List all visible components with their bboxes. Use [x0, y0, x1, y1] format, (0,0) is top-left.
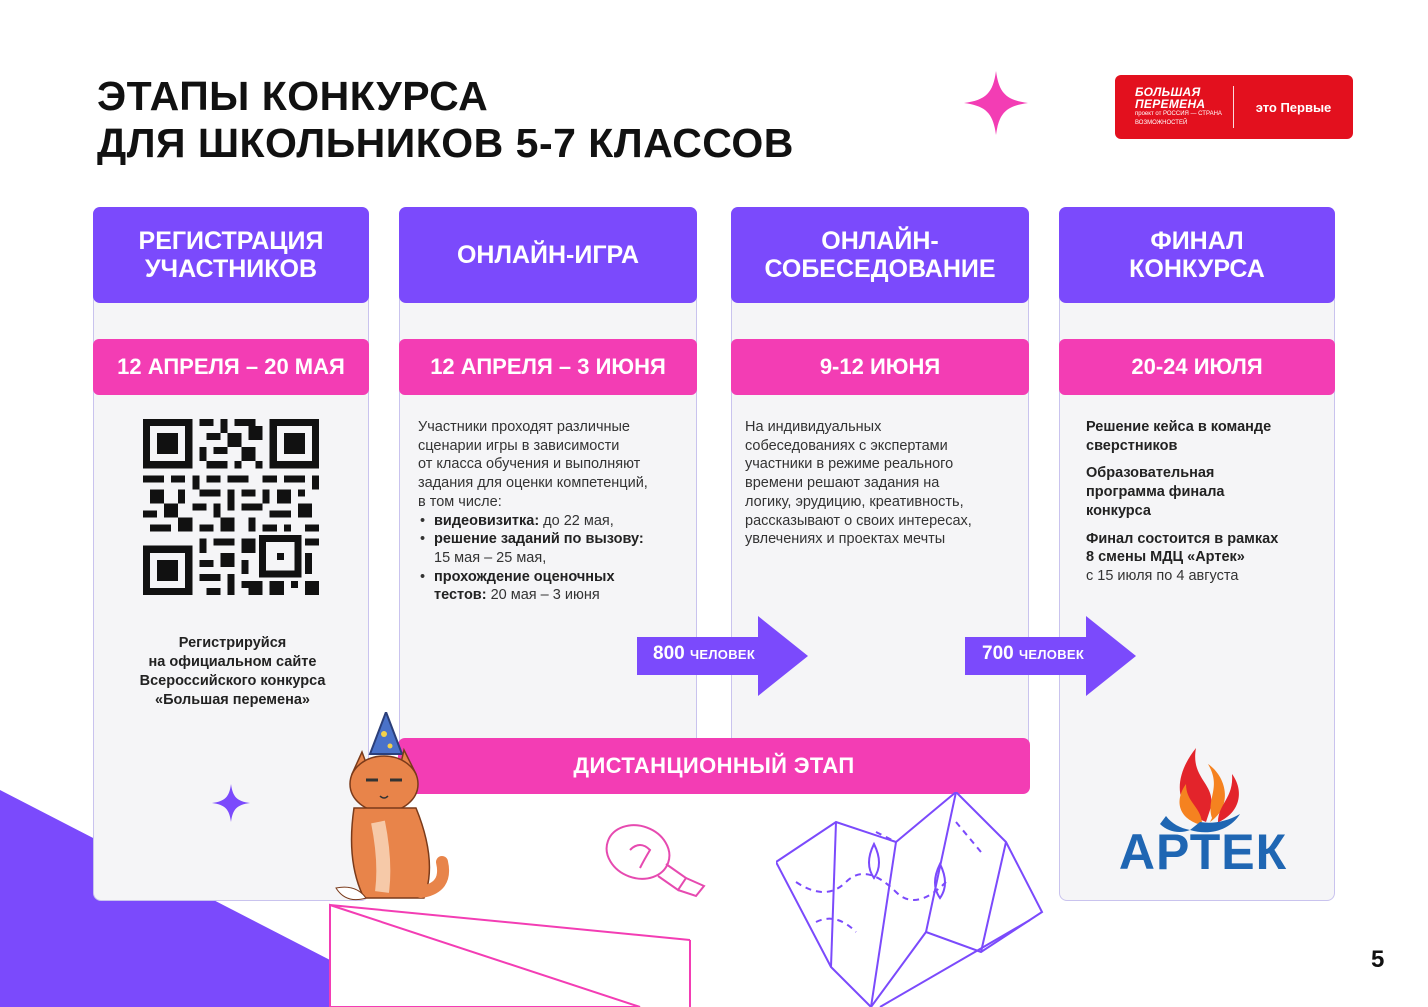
text-line: задания для оценки компетенций, [418, 475, 648, 492]
arrow-2-unit: ЧЕЛОВЕК [1018, 647, 1085, 662]
page-title [97, 73, 794, 167]
stage-3-description [745, 418, 1025, 549]
bolshaya-peremena-logo [1115, 86, 1233, 128]
text-line: 8 смены МДЦ «Артек» [1086, 549, 1245, 566]
text-line: времени решают задания на [745, 475, 940, 492]
stage-2-task-list [418, 512, 693, 606]
cta-line: «Большая перемена» [155, 692, 310, 708]
arrow-2-number: 700 [982, 643, 1014, 664]
registration-call-to-action [110, 634, 355, 710]
final-paragraph-2 [1086, 464, 1326, 520]
arrow-1-unit: ЧЕЛОВЕК [689, 647, 756, 662]
stage-4-description [1086, 418, 1326, 595]
cta-line: Регистрируйся [178, 635, 287, 651]
stage-1-title-line-2: УЧАСТНИКОВ [144, 255, 318, 283]
stage-online-game-header [399, 207, 697, 303]
logo-brand-sub: проект от РОССИЯ — СТРАНА ВОЗМОЖНОСТЕЙ [1135, 111, 1222, 126]
title-line-2: ДЛЯ ШКОЛЬНИКОВ 5-7 КЛАССОВ [97, 120, 794, 166]
arrow-2-label [982, 643, 1084, 665]
list-item [418, 530, 693, 567]
arrow-1-number: 800 [653, 643, 685, 664]
text-line: конкурса [1086, 502, 1151, 519]
text-line: с 15 июля по 4 августа [1086, 567, 1239, 584]
lightbulb-icon [600, 820, 715, 900]
stage-2-title: ОНЛАЙН-ИГРА [456, 241, 640, 269]
list-item-text: 15 мая – 25 мая, [434, 549, 547, 566]
text-line: собеседованиях с экспертами [745, 437, 948, 454]
text-line: участники в режиме реального [745, 456, 954, 473]
stage-registration-header [93, 207, 369, 303]
list-item-bold: тестов: [434, 587, 487, 604]
text-line: Участники проходят различные [418, 419, 630, 435]
list-item-text: 20 мая – 3 июня [486, 587, 600, 604]
stage-1-title-line-1: РЕГИСТРАЦИЯ [138, 227, 324, 255]
text-line: Решение кейса в команде [1086, 419, 1272, 435]
list-item [418, 512, 693, 531]
text-line: от класса обучения и выполняют [418, 456, 641, 473]
logo-partner: это Первые [1255, 99, 1332, 115]
logo-brand-line-1: БОЛЬШАЯ [1135, 85, 1201, 99]
stage-3-dates: 9-12 ИЮНЯ [731, 339, 1029, 395]
stage-final-header [1059, 207, 1335, 303]
stage-4-title-line-1: ФИНАЛ [1150, 227, 1244, 255]
stage-4-title-line-2: КОНКУРСА [1129, 255, 1265, 283]
sparkle-star-icon [212, 784, 250, 822]
stage-1-dates: 12 АПРЕЛЯ – 20 МАЯ [93, 339, 369, 395]
title-line-1: ЭТАПЫ КОНКУРСА [97, 73, 489, 119]
stage-4-dates: 20-24 ИЮЛЯ [1059, 339, 1335, 395]
registration-qr-code[interactable] [143, 419, 319, 595]
stage-2-dates: 12 АПРЕЛЯ – 3 ИЮНЯ [399, 339, 697, 395]
text-line: увлечениях и проектах мечты [745, 531, 946, 548]
list-item-bold: прохождение оценочных [434, 568, 615, 585]
text-line: Образовательная [1086, 465, 1215, 482]
stage-3-title-line-2: СОБЕСЕДОВАНИЕ [764, 255, 996, 283]
stage-3-title-line-1: ОНЛАЙН- [821, 227, 939, 255]
stage-interview-header [731, 207, 1029, 303]
final-paragraph-3 [1086, 530, 1326, 586]
text-line: логику, эрудицию, креативность, [745, 493, 964, 510]
text-line: в том числе: [418, 493, 502, 510]
arrow-1-label [653, 643, 755, 665]
list-item [418, 568, 693, 605]
brand-logo [1115, 75, 1353, 139]
sparkle-star-icon [964, 71, 1028, 135]
text-line: рассказывают о своих интересах, [745, 512, 972, 529]
text-line: сценарии игры в зависимости [418, 437, 620, 454]
cta-line: Всероссийского конкурса [139, 673, 326, 689]
list-item-text: до 22 мая, [539, 512, 614, 529]
logo-brand-line-2: ПЕРЕМЕНА [1135, 97, 1206, 111]
wizard-cat-illustration-icon [326, 712, 451, 917]
text-line: сверстников [1086, 437, 1178, 454]
text-line: программа финала [1086, 484, 1225, 501]
final-paragraph-1 [1086, 418, 1326, 455]
text-line: Финал состоится в рамках [1086, 530, 1279, 547]
remote-stage-bar: ДИСТАНЦИОННЫЙ ЭТАП [398, 738, 1030, 794]
text-line: На индивидуальных [745, 419, 882, 435]
list-item-bold: видеовизитка: [434, 512, 540, 529]
list-item-bold: решение заданий по вызову: [434, 531, 644, 548]
artek-logo-text: АРТЕК [1118, 824, 1288, 880]
stage-2-description [418, 418, 693, 605]
treasure-map-icon [776, 792, 1044, 1007]
page-number: 5 [1371, 946, 1385, 973]
cta-line: на официальном сайте [148, 654, 317, 670]
